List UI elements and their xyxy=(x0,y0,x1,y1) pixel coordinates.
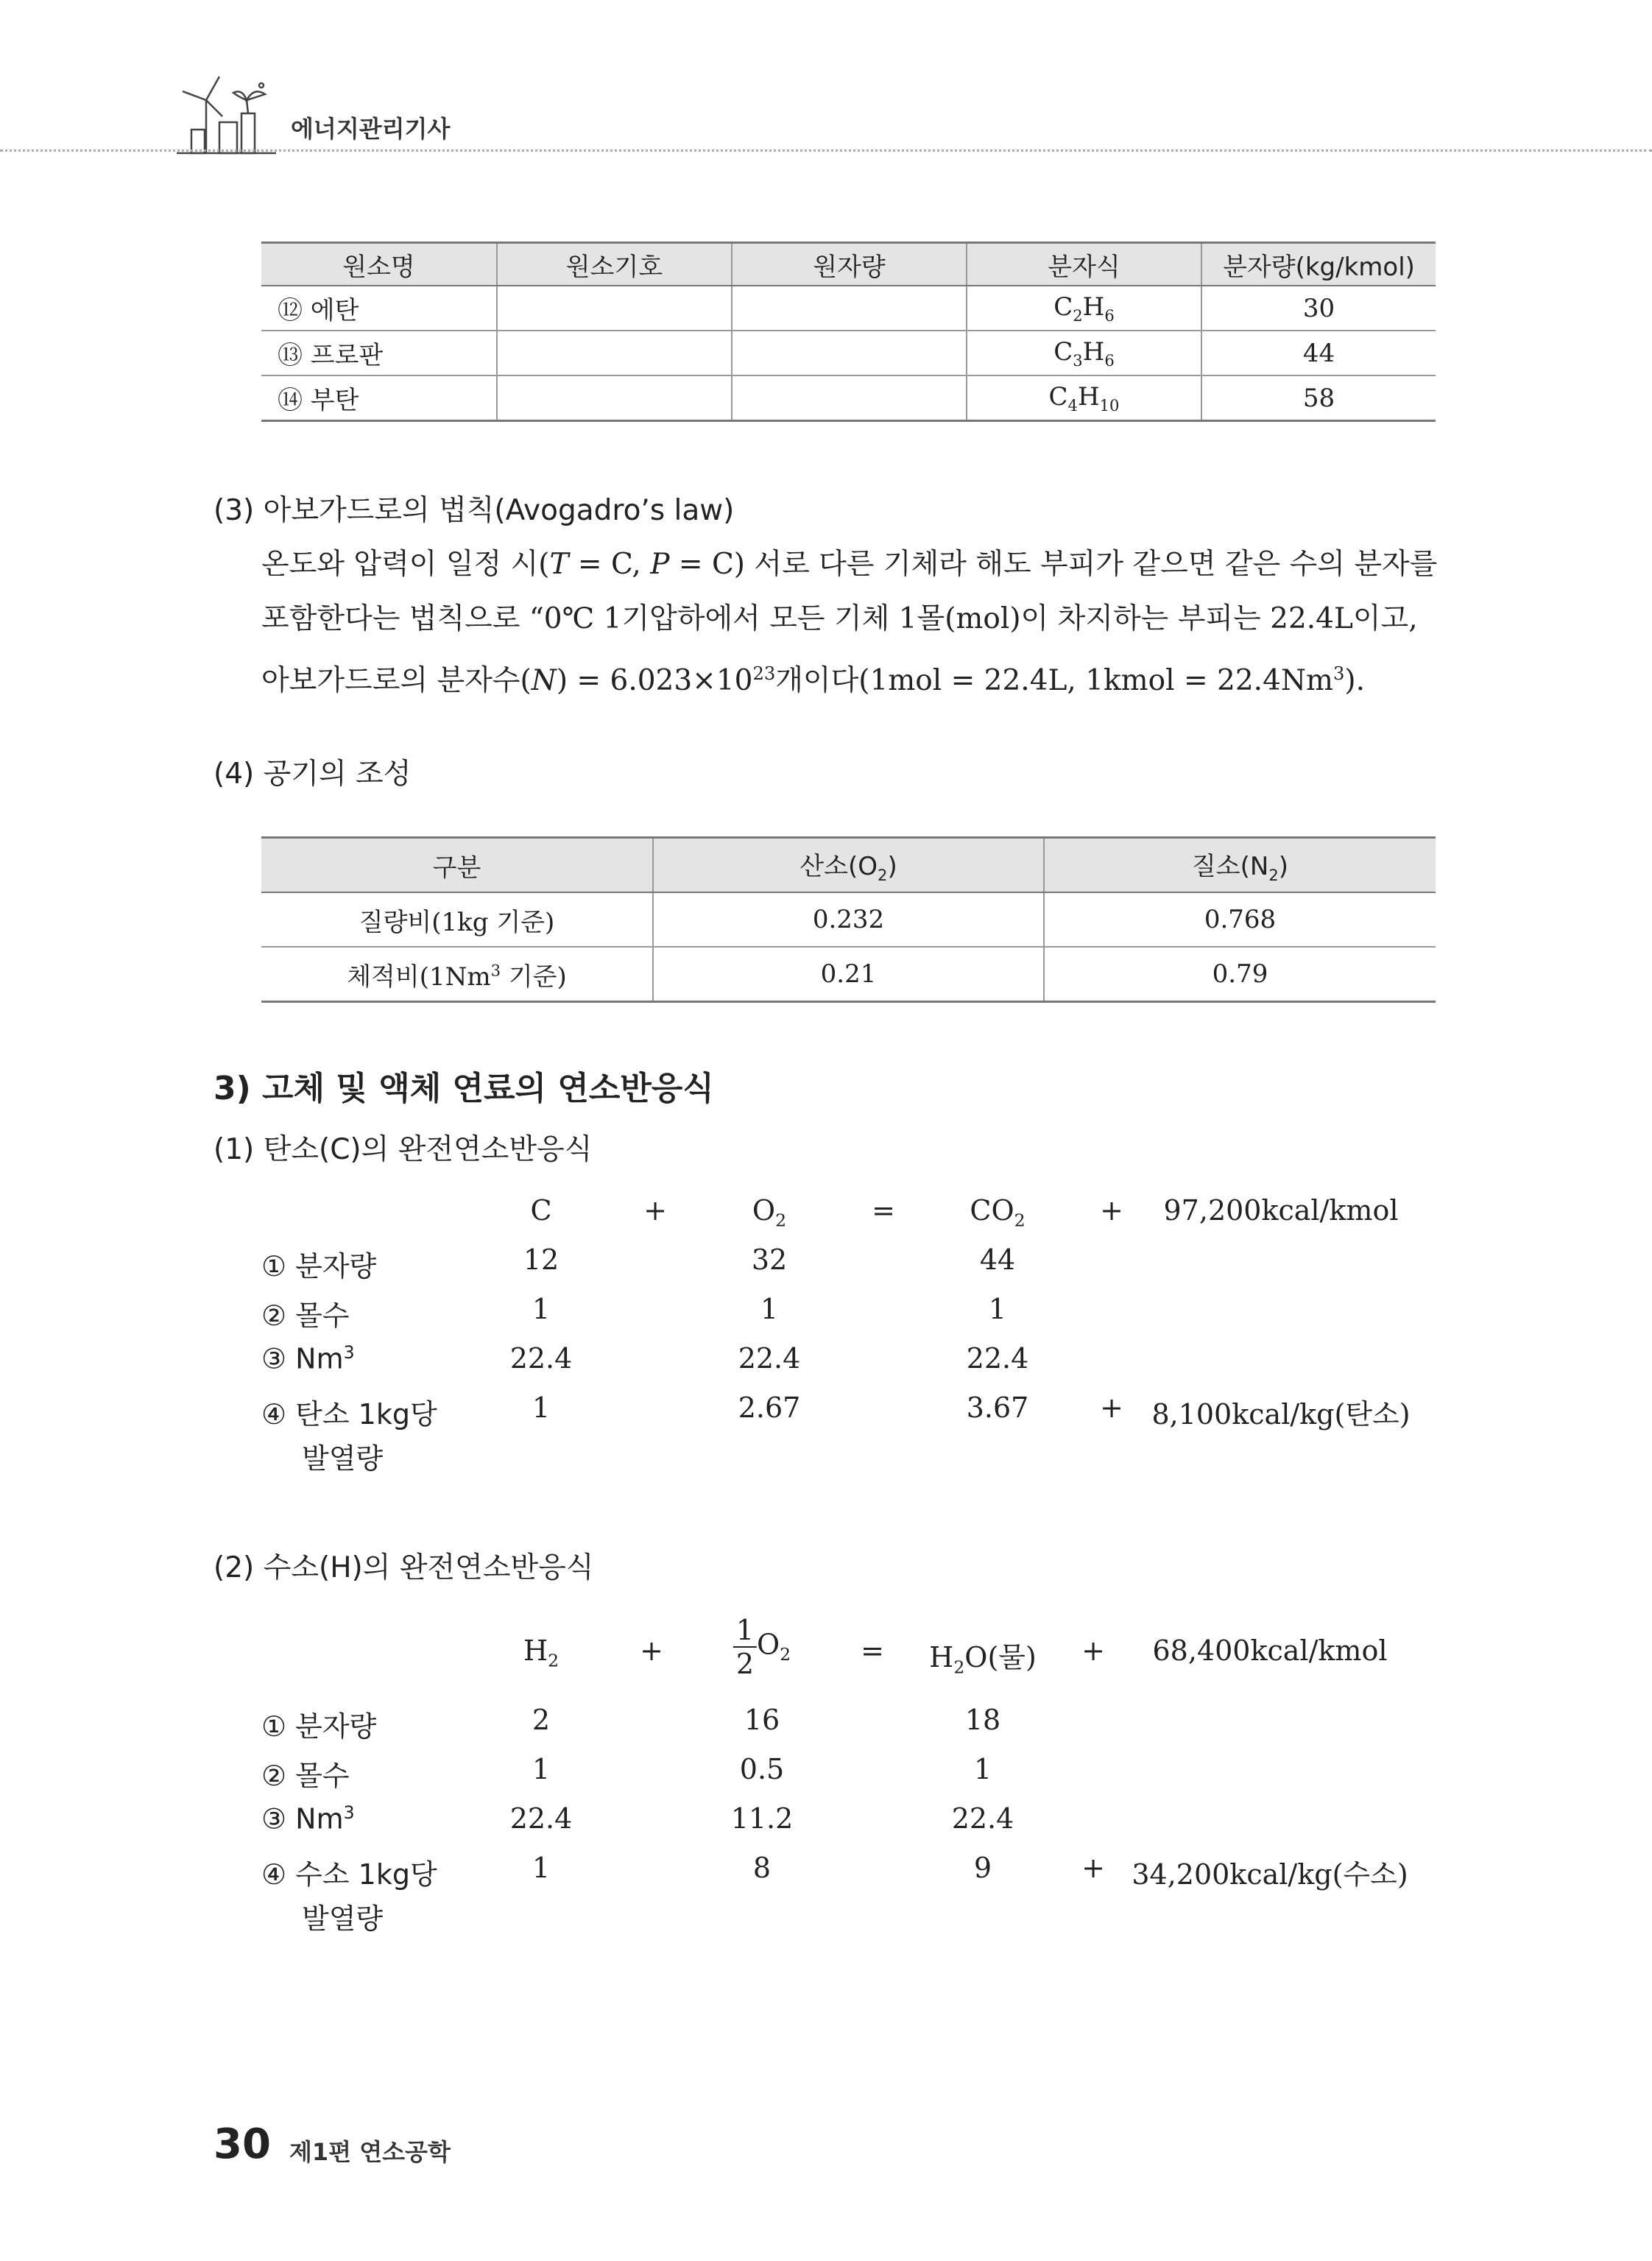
column-header: 분자식 xyxy=(967,243,1201,286)
row-label: ① 분자량 xyxy=(261,1710,377,1743)
table-row xyxy=(261,375,1436,421)
value: 22.4 xyxy=(966,1342,1029,1375)
chapter-title: 제1편 연소공학 xyxy=(289,2138,451,2166)
plus-sign: + xyxy=(1081,1634,1105,1667)
value: 3.67 xyxy=(966,1391,1029,1424)
nitrogen-value: 0.768 xyxy=(1044,892,1436,947)
table-row xyxy=(261,331,1436,375)
element-name: ⑫ 에탄 xyxy=(261,286,497,331)
element-symbol xyxy=(497,286,732,331)
row-label: ④ 탄소 1kg당 xyxy=(261,1398,437,1431)
heat-value: 97,200kcal/kmol xyxy=(1163,1194,1399,1227)
row-label: 체적비(1Nm$^3$ 기준) xyxy=(261,947,653,1002)
value: 2.67 xyxy=(738,1391,801,1424)
paragraph-line: 아보가드로의 분자수$(N) = 6.023\times 10^{23}$개이다(1mol = 22.4L, 1kmol = $22.4Nm^3$). xyxy=(261,663,1366,697)
column-header: 원자량 xyxy=(732,243,967,286)
molecular-weight: 30 xyxy=(1201,286,1436,331)
page-header xyxy=(0,0,1652,155)
element-symbol xyxy=(497,375,732,421)
row-label-continuation: 발열량 xyxy=(302,1902,384,1935)
value: 44 xyxy=(979,1244,1016,1276)
avogadro-paragraph xyxy=(261,537,1439,708)
value: 1 xyxy=(760,1293,779,1325)
reactant: $H_2$ xyxy=(523,1634,560,1671)
value: 16 xyxy=(744,1704,780,1736)
row-label: ③ Nm$^3$ xyxy=(261,1802,355,1835)
plus-sign: + xyxy=(643,1194,667,1227)
value: 22.4 xyxy=(951,1802,1014,1835)
table-row xyxy=(261,892,1436,947)
molecular-formula: $C_2H_6$ xyxy=(967,286,1201,331)
molecular-weight: 44 xyxy=(1201,331,1436,375)
atomic-weight xyxy=(732,331,967,375)
table-row xyxy=(261,286,1436,331)
equation-row xyxy=(261,1802,1439,1846)
value: 1 xyxy=(973,1753,992,1785)
value: 11.2 xyxy=(730,1802,794,1835)
row-label: ② 몰수 xyxy=(261,1760,350,1792)
row-label: ② 몰수 xyxy=(261,1299,350,1332)
equals-sign: = xyxy=(872,1194,895,1227)
column-header: 질소$(N_2)$ xyxy=(1044,838,1436,893)
avogadro-heading: (3) 아보가드로의 법칙(Avogadro’s law) xyxy=(213,494,735,527)
molecular-formula: $C_4H_{10}$ xyxy=(967,375,1201,421)
column-header: 분자량(kg/kmol) xyxy=(1201,243,1436,286)
value: 22.4 xyxy=(509,1342,573,1375)
row-label: ① 분자량 xyxy=(261,1250,377,1283)
equation-row xyxy=(261,1436,1439,1480)
row-label: ③ Nm$^3$ xyxy=(261,1342,355,1375)
value: 18 xyxy=(964,1704,1001,1736)
equation-row xyxy=(261,1342,1439,1386)
column-header: 원소명 xyxy=(261,243,497,286)
reactant: C xyxy=(530,1194,552,1227)
table-row xyxy=(261,947,1436,1002)
column-header: 산소$(O_2)$ xyxy=(653,838,1044,893)
molecular-formula: $C_3H_6$ xyxy=(967,331,1201,375)
air-heading: (4) 공기의 조성 xyxy=(213,758,412,791)
table-header-row xyxy=(261,838,1436,893)
oxygen-value: 0.232 xyxy=(653,892,1044,947)
hydrogen-heading: (2) 수소(H)의 완전연소반응식 xyxy=(213,1551,594,1584)
value: 2 xyxy=(532,1704,551,1736)
equation-row xyxy=(261,1753,1439,1797)
air-composition-table xyxy=(261,836,1436,1003)
value: 22.4 xyxy=(738,1342,801,1375)
equation-row xyxy=(261,1704,1439,1748)
heat-value: 68,400kcal/kmol xyxy=(1152,1634,1388,1667)
value: 34,200kcal/kg(수소) xyxy=(1132,1858,1408,1891)
column-header: 구분 xyxy=(261,838,653,893)
paragraph-line: 포함한다는 법칙으로 “0℃ 1기압하에서 모든 기체 1몰(mol)이 차지하는 부피는 22.4L이고, xyxy=(261,602,1418,635)
value: 8,100kcal/kg(탄소) xyxy=(1151,1398,1411,1431)
equation-row xyxy=(261,1293,1439,1337)
product: $H_2O$(물) xyxy=(929,1641,1037,1678)
equation-row xyxy=(261,1244,1439,1288)
reactant: $\frac{1}{2}$ $O_2$ xyxy=(733,1614,791,1680)
molecular-weight: 58 xyxy=(1201,375,1436,421)
value: 0.5 xyxy=(739,1753,785,1785)
equation-row xyxy=(261,1896,1439,1940)
element-symbol xyxy=(497,331,732,375)
plus-sign: + xyxy=(640,1634,663,1667)
section3-heading: 3) 고체 및 액체 연료의 연소반응식 xyxy=(213,1070,714,1107)
equation-row xyxy=(261,1614,1439,1695)
equals-sign: = xyxy=(861,1634,884,1667)
equation-row xyxy=(261,1194,1439,1238)
element-name: ⑬ 프로판 xyxy=(261,331,497,375)
fraction: $\frac{1}{2}$ xyxy=(733,1614,757,1680)
nitrogen-value: 0.79 xyxy=(1044,947,1436,1002)
row-label-continuation: 발열량 xyxy=(302,1442,384,1475)
equation-row xyxy=(261,1391,1439,1436)
carbon-equation-grid xyxy=(261,1194,1439,1489)
value: 32 xyxy=(751,1244,788,1276)
product: $CO_2$ xyxy=(970,1194,1026,1231)
value: 1 xyxy=(532,1293,551,1325)
oxygen-value: 0.21 xyxy=(653,947,1044,1002)
elements-table xyxy=(261,241,1436,422)
carbon-heading: (1) 탄소(C)의 완전연소반응식 xyxy=(213,1133,593,1166)
value: 22.4 xyxy=(509,1802,573,1835)
value: 1 xyxy=(532,1391,551,1424)
value: 8 xyxy=(752,1852,772,1884)
value: 9 xyxy=(973,1852,992,1884)
page-number: 30 xyxy=(213,2120,271,2168)
value: 12 xyxy=(523,1244,560,1276)
plus-sign: + xyxy=(1100,1194,1123,1227)
row-label: ④ 수소 1kg당 xyxy=(261,1858,437,1891)
book-title: 에너지관리기사 xyxy=(291,115,451,143)
reactant: $O_2$ xyxy=(752,1194,787,1231)
plus-sign: + xyxy=(1081,1852,1105,1884)
value: 1 xyxy=(988,1293,1007,1325)
plus-sign: + xyxy=(1100,1391,1123,1424)
atomic-weight xyxy=(732,286,967,331)
element-name: ⑭ 부탄 xyxy=(261,375,497,421)
atomic-weight xyxy=(732,375,967,421)
hydrogen-equation-grid xyxy=(261,1614,1439,1953)
equation-row xyxy=(261,1852,1439,1896)
windmill-city-logo-icon xyxy=(177,71,276,155)
row-label: 질량비(1kg 기준) xyxy=(261,892,653,947)
column-header: 원소기호 xyxy=(497,243,732,286)
paragraph-line: 온도와 압력이 일정 시(T = C, P = C) 서로 다른 기체라 해도 부피가 같으면 같은 수의 분자를 xyxy=(261,548,1438,581)
value: 1 xyxy=(532,1852,551,1884)
header-divider xyxy=(0,149,1652,152)
table-header-row xyxy=(261,243,1436,286)
value: 1 xyxy=(532,1753,551,1785)
